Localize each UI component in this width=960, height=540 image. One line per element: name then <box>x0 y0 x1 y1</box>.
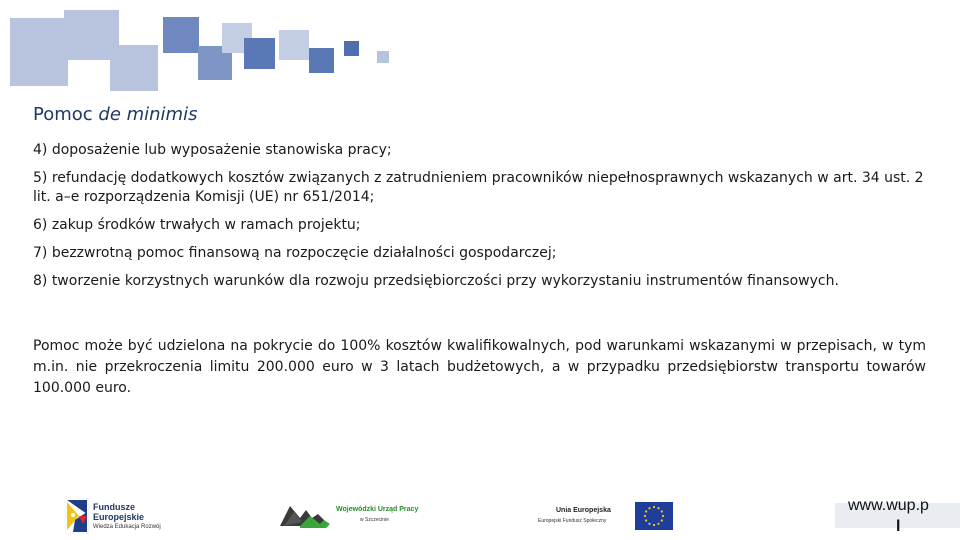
eu-logo <box>538 500 678 532</box>
decor-square <box>163 17 199 53</box>
wup-emblem-icon <box>280 500 330 528</box>
wup-logo <box>280 500 440 530</box>
fe-emblem-icon <box>65 498 89 534</box>
list-item: 7) bezzwrotną pomoc finansową na rozpoczęcie działalności gospodarczej; <box>33 245 557 261</box>
fe-line3: Wiedza Edukacja Rozwój <box>93 524 161 530</box>
eu-flag-icon <box>635 502 673 530</box>
decor-square <box>10 18 68 86</box>
decor-square <box>279 30 309 60</box>
summary-paragraph: Pomoc może być udzielona na pokrycie do 100% kosztów kwalifikowalnych, pod warunkami wskazanymi w przepisach, w tym m.in. nie przekroczenia limitu 200.000 euro w 3 latach budżetowych, a w przypadku przedsiębiorstw transportu towarów 100.000 euro. <box>33 338 926 396</box>
decor-square <box>309 48 334 73</box>
list-item: 4) doposażenie lub wyposażenie stanowiska pracy; <box>33 142 392 158</box>
list-item: 6) zakup środków trwałych w ramach projektu; <box>33 217 361 233</box>
list-item: 8) tworzenie korzystnych warunków dla rozwoju przedsiębiorczości przy wykorzystaniu instrumentów finansowych. <box>33 273 839 289</box>
wup-line1: Wojewódzki Urząd Pracy <box>336 506 419 513</box>
decor-square <box>344 41 359 56</box>
decor-square <box>244 38 275 69</box>
fe-line1: Fundusze <box>93 502 135 512</box>
ue-line1: Unia Europejska <box>556 507 611 514</box>
decor-square <box>110 45 158 91</box>
wup-line2: w Szczecinie <box>360 517 389 523</box>
list-item: 5) refundację dodatkowych kosztów związanych z zatrudnieniem pracowników niepełnosprawnych wskazanych w art. 34 ust. 2 lit. a–e rozporządzenia Komisji (UE) nr 651/2014; <box>33 170 924 205</box>
slide-title: Pomoc de minimis <box>33 104 198 125</box>
measures-list <box>33 141 926 300</box>
website-url[interactable]: www.wup.p <box>848 497 929 514</box>
fe-line2: Europejskie <box>93 512 145 522</box>
fundusze-europejskie-logo <box>65 497 180 535</box>
website-url-wrap[interactable]: l <box>896 518 901 535</box>
ue-line2: Europejski Fundusz Społeczny <box>538 518 607 524</box>
decor-square <box>377 51 389 63</box>
